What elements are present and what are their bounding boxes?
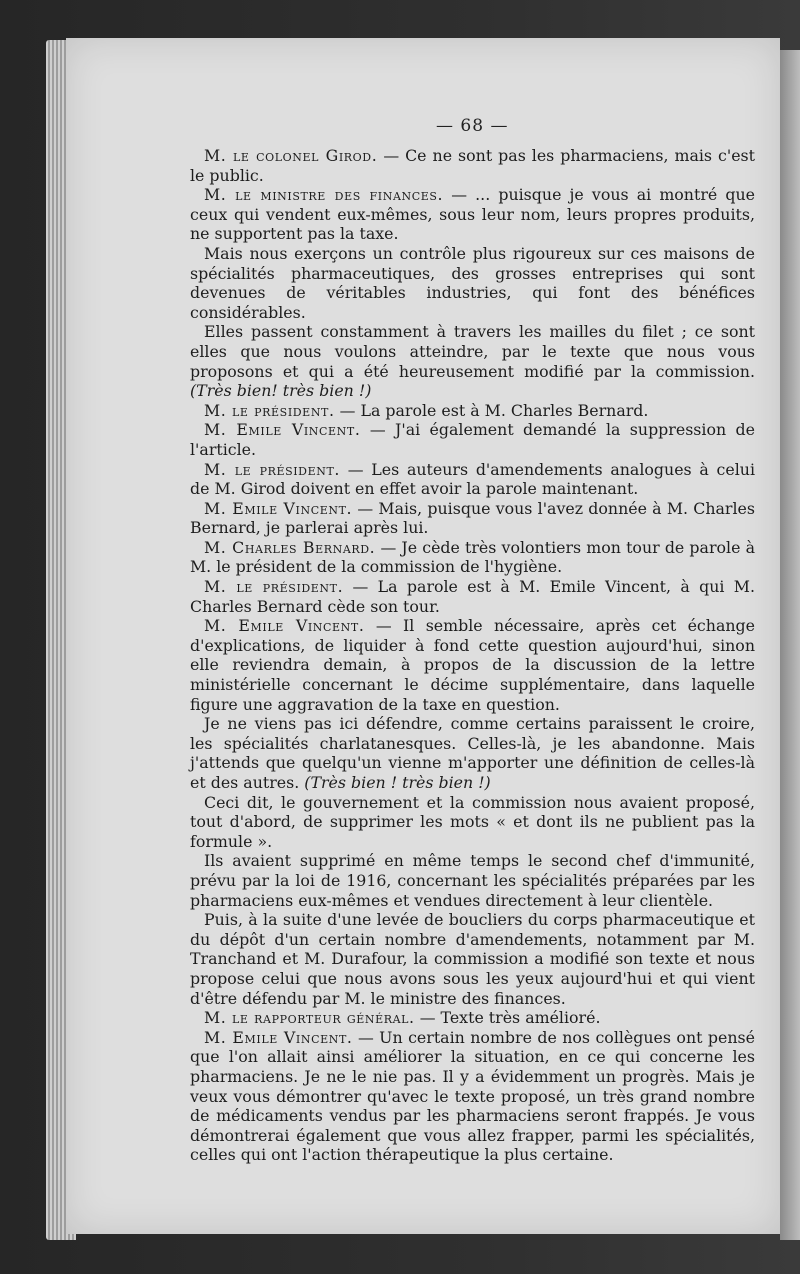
paragraph-text: Ceci dit, le gouvernement et la commission nous avaient proposé, tout d'abord, de supprimer les mots « et dont ils ne publient pas la formule ».	[190, 792, 755, 851]
paragraph	[190, 185, 755, 244]
paragraph	[190, 1028, 755, 1165]
paragraph-text: Ils avaient supprimé en même temps le second chef d'immunité, prévu par la loi de 1916, concernant les spécialités préparées par les pharmaciens eux-mêmes et vendues directement à leur clientèle.	[190, 851, 755, 910]
paragraph-text: — Un certain nombre de nos collègues ont pensé que l'on allait ainsi améliorer la situation, en ce qui concerne les pharmaciens. Je ne le nie pas. Il y a évidemment un progrès. Mais je veux vous démontrer qu'avec le texte proposé, un très grand nombre de médicaments vendus par les pharmaciens seront frappés. Je vous démontrerai également que vous allez frapper, parmi les spécialités, celles qui ont l'action thérapeutique la plus certaine.	[190, 1027, 755, 1165]
paragraph	[190, 714, 755, 792]
paragraph-text: — Ce ne sont pas les pharmaciens, mais c'est le public.	[190, 146, 756, 185]
paragraph	[190, 420, 755, 459]
paragraph	[190, 910, 755, 1008]
paragraph	[190, 616, 755, 714]
paragraph	[190, 401, 755, 421]
speaker: M. le président.	[204, 577, 344, 597]
paragraph-text: — La parole est à M. Charles Bernard.	[334, 400, 649, 420]
paragraph-text: — ... puisque je vous ai montré que ceux qui vendent eux-mêmes, sous leur nom, leurs propres produits, ne supportent pas la taxe.	[190, 185, 755, 244]
paragraph-text: — La parole est à M. Emile Vincent, à qui M. Charles Bernard cède son tour.	[190, 577, 755, 616]
speaker: M. Emile Vincent.	[204, 1027, 353, 1047]
applause-note: (Très bien! très bien !)	[190, 381, 372, 401]
speaker: M. Charles Bernard.	[204, 537, 376, 557]
paragraph-text: Elles passent constamment à travers les mailles du filet ; ce sont elles que nous voulons atteindre, par le texte que nous vous proposons et qui a été heureusement modifié par la commission.	[190, 322, 755, 381]
paragraph-text: Puis, à la suite d'une levée de boucliers du corps pharmaceutique et du dépôt d'un certain nombre d'amendements, notamment par M. Tranchand et M. Durafour, la commission a modifié son texte et nous propose celui que nous avons sous les yeux aujourd'hui et qui vient d'être défendu par M. le ministre des finances.	[190, 910, 755, 1008]
paragraph	[190, 244, 755, 322]
paragraph-text: — Mais, puisque vous l'avez donnée à M. Charles Bernard, je parlerai après lui.	[190, 498, 755, 538]
speaker: M. le colonel Girod.	[204, 146, 378, 165]
paragraph-text: — Texte très amélioré.	[414, 1008, 601, 1028]
page-number: — 68 —	[436, 116, 509, 136]
paragraph-text: — Il semble nécessaire, après cet échange d'explications, de liquider à fond cette question aujourd'hui, sinon elle reviendra demain, à propos de la discussion de la lettre ministérielle concernant le décime supplémentaire, dans laquelle figure une aggravation de la taxe en question.	[190, 616, 755, 714]
paragraph	[190, 322, 755, 400]
paragraph-text: — J'ai également demandé la suppression de l'article.	[190, 420, 755, 459]
next-page-edge	[780, 50, 800, 1240]
paragraph	[190, 793, 755, 852]
speaker: M. le président.	[204, 459, 341, 479]
paragraph	[190, 851, 755, 910]
paragraph-text: — Je cède très volontiers mon tour de parole à M. le président de la commission de l'hygiène.	[190, 537, 755, 577]
applause-note: (Très bien ! très bien !)	[299, 773, 491, 792]
paragraph	[190, 1008, 755, 1028]
page-text	[190, 146, 755, 1165]
paragraph-text: Je ne viens pas ici défendre, comme certains paraissent le croire, les spécialités charlatanesques. Celles-là, je les abandonne. Mais j'attends que quelqu'un vienne m'apporter une définition de celles-là et des autres.	[190, 714, 755, 792]
speaker: M. Emile Vincent.	[204, 420, 361, 440]
paragraph	[190, 146, 755, 185]
speaker: M. le rapporteur général.	[204, 1008, 415, 1028]
paragraph	[190, 499, 755, 538]
paragraph	[190, 460, 755, 499]
speaker: M. Emile Vincent.	[204, 498, 353, 518]
paragraph	[190, 577, 755, 616]
speaker: M. le président.	[204, 400, 335, 420]
speaker: M. Emile Vincent.	[204, 616, 365, 636]
speaker: M. le ministre des finances.	[204, 185, 444, 205]
paragraph-text: Mais nous exerçons un contrôle plus rigoureux sur ces maisons de spécialités pharmaceutiques, des grosses entreprises qui sont devenues de véritables industries, qui font des bénéfices considérables.	[190, 243, 755, 322]
paragraph	[190, 538, 755, 577]
paragraph-text: — Les auteurs d'amendements analogues à celui de M. Girod doivent en effet avoir la parole maintenant.	[190, 459, 755, 499]
